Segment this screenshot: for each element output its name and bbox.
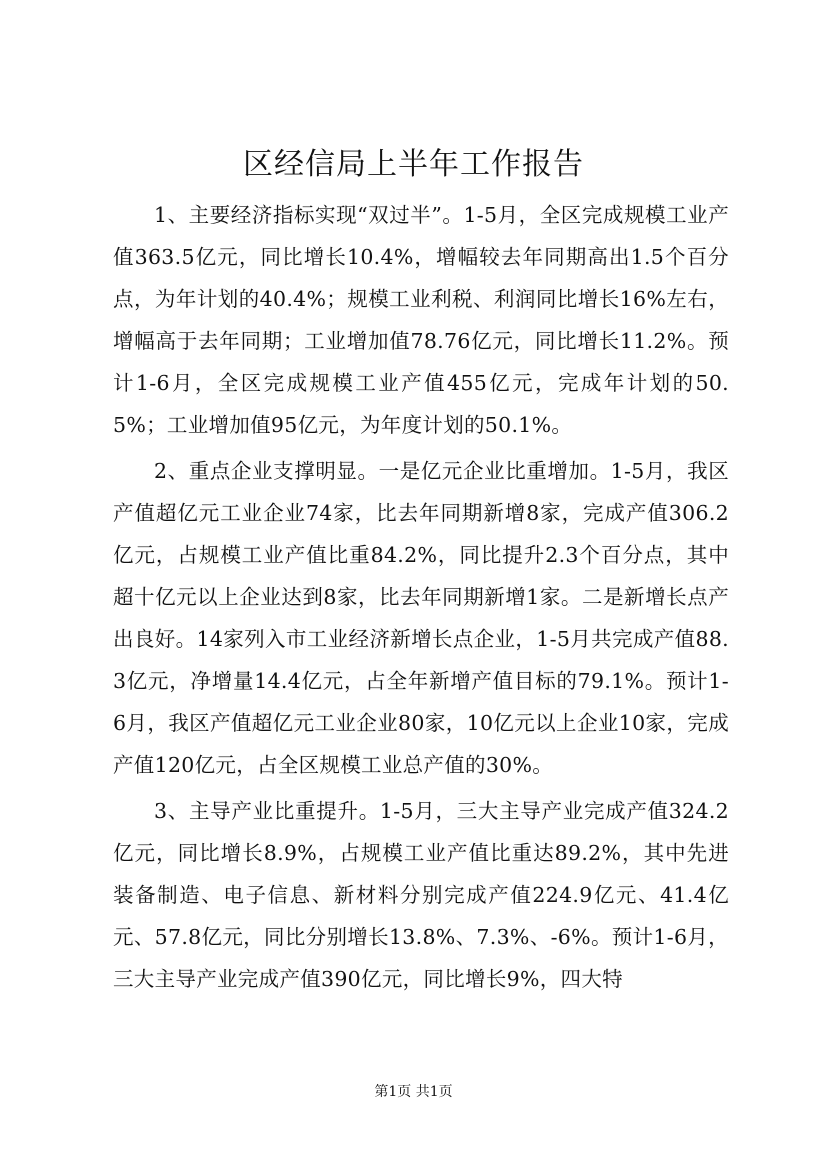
document-body [113,194,729,1000]
paragraph-3: 3、主导产业比重提升。1-5月，三大主导产业完成产值324.2亿元，同比增长8.9%，占规模工业产值比重达89.2%，其中先进装备制造、电子信息、新材料分别完成产值224.9亿元、41.4亿元、57.8亿元，同比分别增长13.8%、7.3%、-6%。预计1-6月，三大主导产业完成产值390亿元，同比增长9%，四大特 [113,799,729,991]
paragraph-1: 1、主要经济指标实现“双过半”。1-5月，全区完成规模工业产值363.5亿元，同比增长10.4%，增幅较去年同期高出1.5个百分点，为年计划的40.4%；规模工业利税、利润同比增长16%左右，增幅高于去年同期；工业增加值78.76亿元，同比增长11.2%。预计1-6月，全区完成规模工业产值455亿元，完成年计划的50.5%；工业增加值95亿元，为年度计划的50.1%。 [113,203,729,437]
document-title: 区经信局上半年工作报告 [243,147,584,182]
paragraph-2: 2、重点企业支撑明显。一是亿元企业比重增加。1-5月，我区产值超亿元工业企业74家，比去年同期新增8家，完成产值306.2亿元，占规模工业产值比重84.2%，同比提升2.3个百分点，其中超十亿元以上企业达到8家，比去年同期新增1家。二是新增长点产出良好。14家列入市工业经济新增长点企业，1-5月共完成产值88.3亿元，净增量14.4亿元，占全年新增产值目标的79.1%。预计1-6月，我区产值超亿元工业企业80家，10亿元以上企业10家，完成产值120亿元，占全区规模工业总产值的30%。 [113,459,729,777]
page-footer: 第1页 共1页 [374,1084,453,1100]
